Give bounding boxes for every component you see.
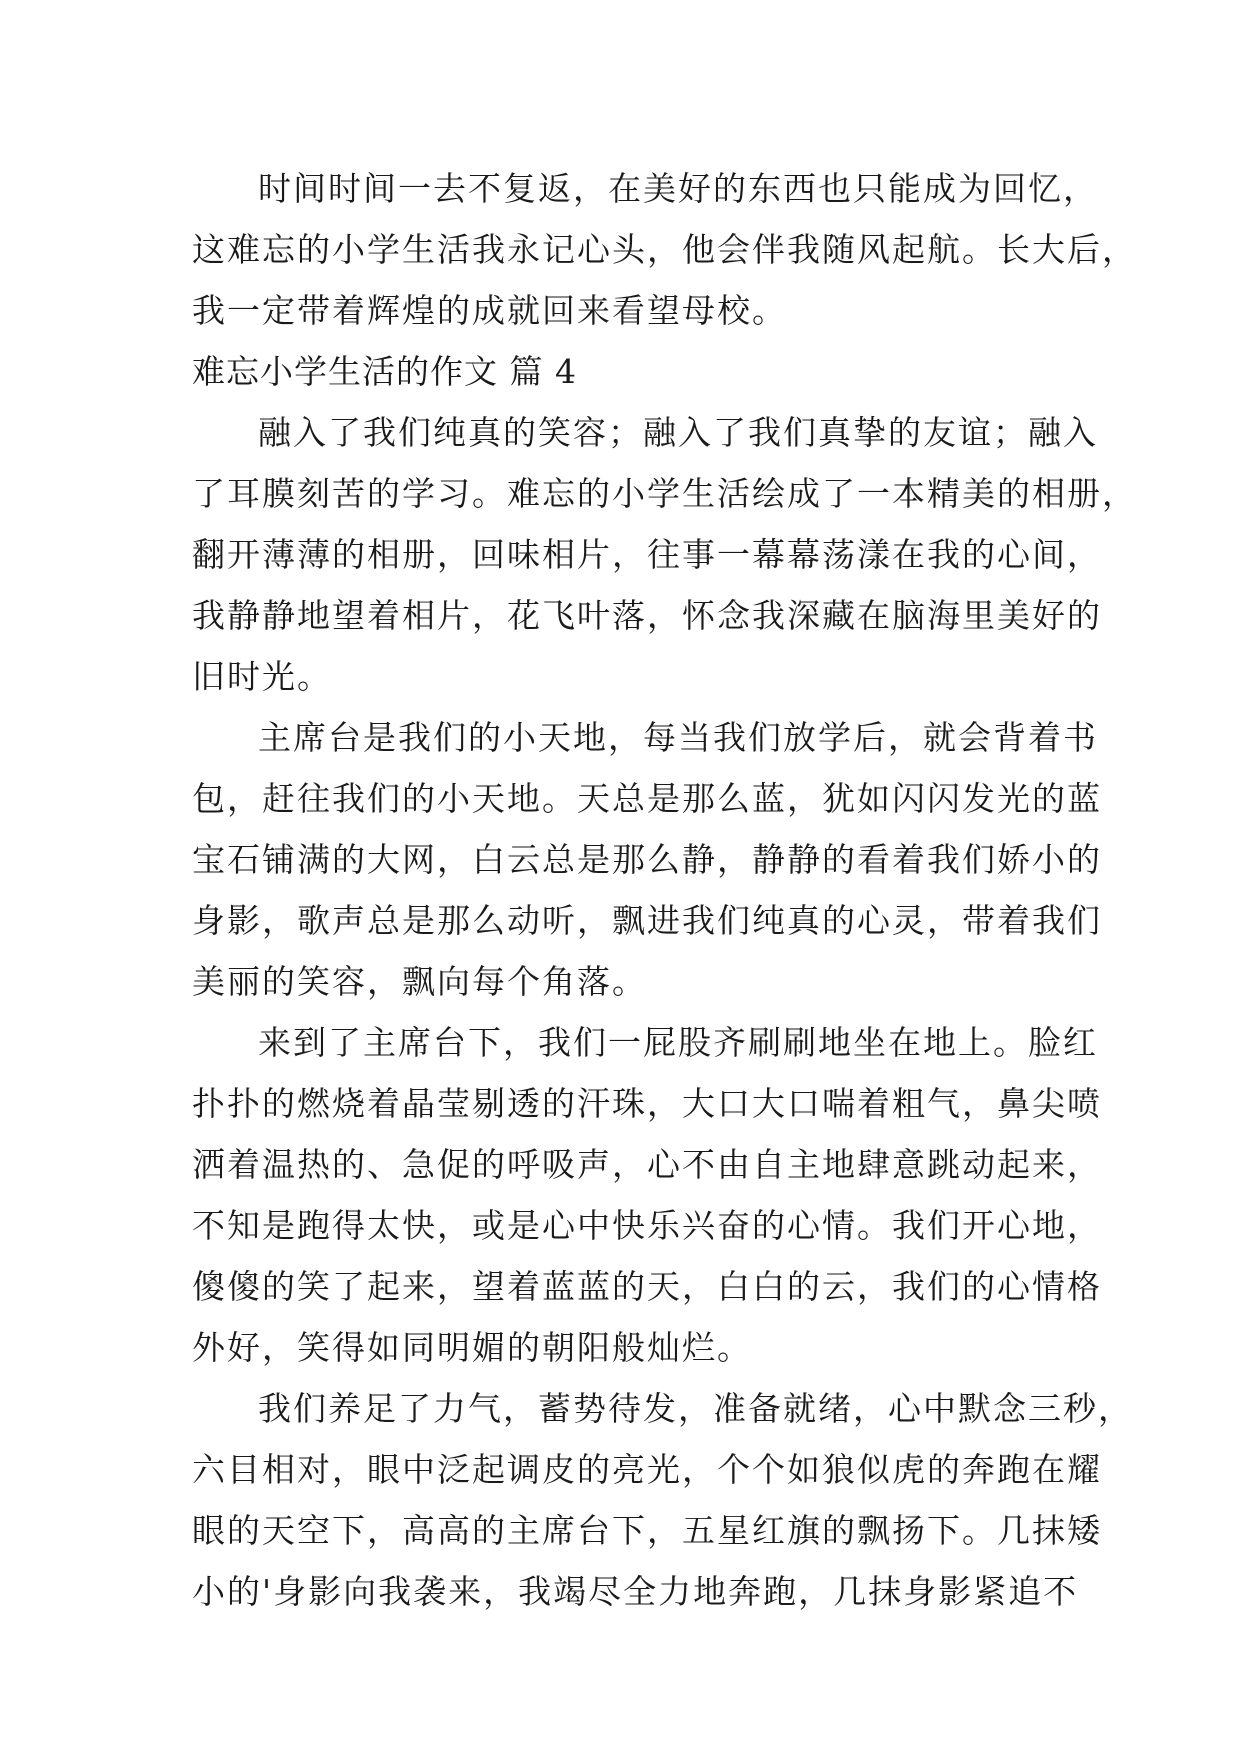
text-line: 身影，歌声总是那么动听，飘进我们纯真的心灵，带着我们 xyxy=(192,901,1102,940)
paragraph xyxy=(192,402,1137,707)
text-line: 傻傻的笑了起来，望着蓝蓝的天，白白的云，我们的心情格 xyxy=(192,1267,1102,1306)
text-line: 了耳膜刻苦的学习。难忘的小学生活绘成了一本精美的相册， xyxy=(192,474,1137,513)
text-line: 这难忘的小学生活我永记心头，他会伴我随风起航。长大后， xyxy=(192,230,1137,269)
text-line: 眼的天空下，高高的主席台下，五星红旗的飘扬下。几抹矮 xyxy=(192,1511,1102,1550)
text-line: 六目相对，眼中泛起调皮的亮光，个个如狼似虎的奔跑在耀 xyxy=(192,1450,1102,1489)
text-line: 旧时光。 xyxy=(192,657,332,696)
text-line: 翻开薄薄的相册，回味相片，往事一幕幕荡漾在我的心间， xyxy=(192,535,1102,574)
text-line: 洒着温热的、急促的呼吸声，心不由自主地肆意跳动起来， xyxy=(192,1145,1102,1184)
text-line: 扑扑的燃烧着晶莹剔透的汗珠，大口大口喘着粗气，鼻尖喷 xyxy=(192,1084,1102,1123)
text-line: 主席台是我们的小天地，每当我们放学后，就会背着书 xyxy=(258,718,1098,757)
paragraph xyxy=(192,1012,1102,1378)
text-line: 包，赶往我们的小天地。天总是那么蓝，犹如闪闪发光的蓝 xyxy=(192,779,1102,818)
text-line: 我们养足了力气，蓄势待发，准备就绪，心中默念三秒， xyxy=(258,1389,1133,1428)
text-line: 融入了我们纯真的笑容；融入了我们真挚的友谊；融入 xyxy=(258,413,1098,452)
text-line: 来到了主席台下，我们一屁股齐刷刷地坐在地上。脸红 xyxy=(258,1023,1098,1062)
text-line: 外好，笑得如同明媚的朝阳般灿烂。 xyxy=(192,1328,752,1367)
text-line: 时间时间一去不复返，在美好的东西也只能成为回忆， xyxy=(258,169,1098,208)
text-line: 我一定带着辉煌的成就回来看望母校。 xyxy=(192,291,787,330)
text-line: 小的'身影向我袭来，我竭尽全力地奔跑，几抹身影紧追不 xyxy=(192,1572,1079,1611)
paragraph xyxy=(192,1378,1133,1622)
paragraph-closing xyxy=(192,158,1137,341)
text-line: 宝石铺满的大网，白云总是那么静，静静的看着我们娇小的 xyxy=(192,840,1102,879)
document-body xyxy=(192,158,1137,1622)
text-line: 不知是跑得太快，或是心中快乐兴奋的心情。我们开心地， xyxy=(192,1206,1102,1245)
heading-text: 难忘小学生活的作文 篇 4 xyxy=(192,352,577,391)
section-heading xyxy=(192,341,1062,402)
text-line: 我静静地望着相片，花飞叶落，怀念我深藏在脑海里美好的 xyxy=(192,596,1102,635)
text-line: 美丽的笑容，飘向每个角落。 xyxy=(192,962,647,1001)
paragraph xyxy=(192,707,1102,1012)
